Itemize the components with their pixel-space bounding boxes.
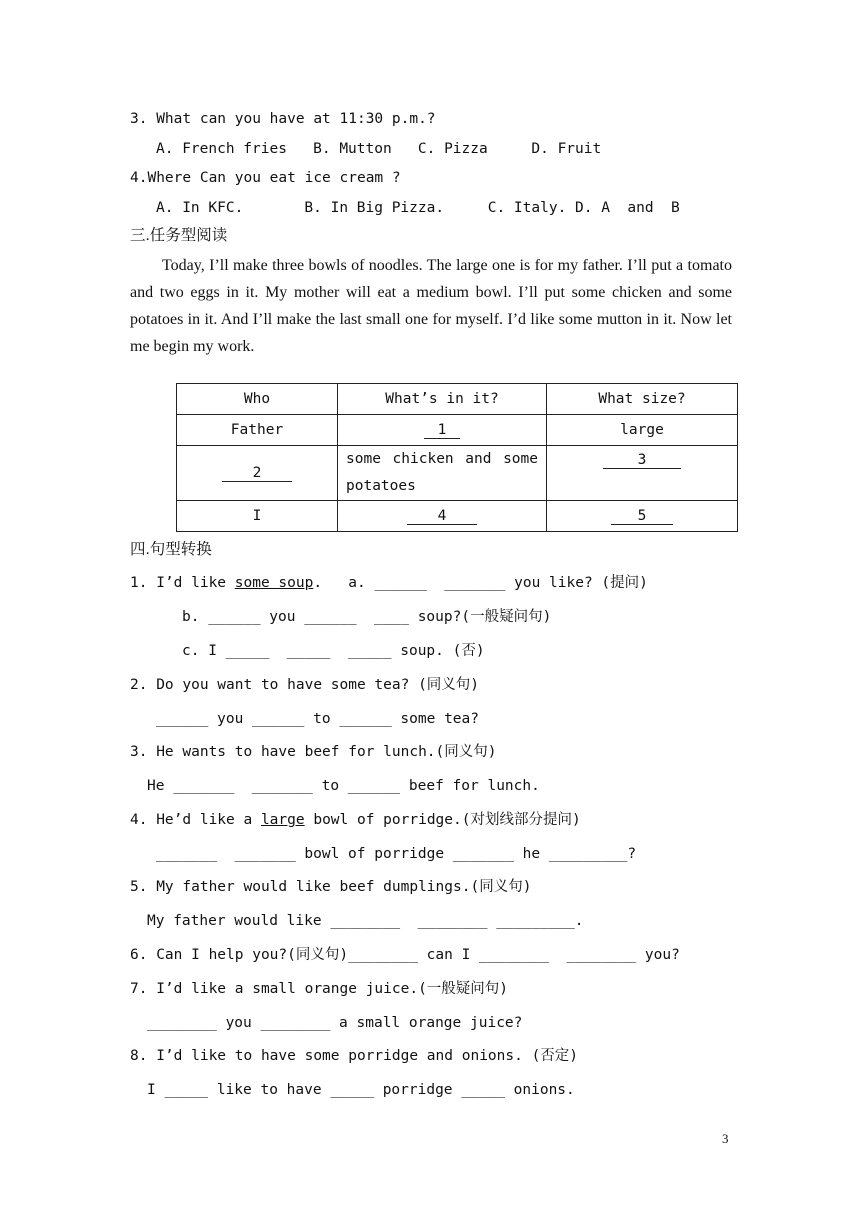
transform-4-pre: 4. He’d like a [130, 812, 261, 828]
blank-3: 3 [603, 452, 681, 469]
transform-1-post: . a. ______ _______ you like? (提问) [313, 575, 648, 591]
transform-1c: c. I _____ _____ _____ soup. (否) [182, 643, 485, 659]
transform-1-pre: 1. I’d like [130, 575, 235, 591]
section-3-heading: 三.任务型阅读 [130, 227, 228, 244]
transform-1b: b. ______ you ______ ____ soup?(一般疑问句) [182, 609, 552, 625]
transform-2: 2. Do you want to have some tea? (同义句) [130, 677, 480, 693]
table-cell: I [177, 501, 338, 532]
table-cell-blank [177, 446, 338, 501]
page-number: 3 [722, 1131, 729, 1146]
table-cell-blank [338, 501, 547, 532]
table-header-row [177, 384, 738, 415]
table-cell-blank [547, 446, 738, 501]
question-4: 4.Where Can you eat ice cream ? [130, 170, 401, 186]
table-cell: some chicken and some potatoes [338, 446, 547, 501]
transform-3: 3. He wants to have beef for lunch.(同义句) [130, 744, 497, 760]
transform-1 [130, 574, 648, 592]
table-row [177, 415, 738, 446]
transform-4-answer: _______ _______ bowl of porridge _______ he _________? [156, 846, 637, 862]
underlined-phrase: some soup [234, 575, 314, 591]
table-header-cell: Who [177, 384, 338, 415]
transform-5-answer: My father would like ________ ________ _________. [147, 913, 584, 929]
transform-8-answer: I _____ like to have _____ porridge _____ onions. [147, 1082, 575, 1098]
blank-1: 1 [424, 422, 460, 439]
task-table [176, 383, 738, 532]
table-cell: Father [177, 415, 338, 446]
transform-8: 8. I’d like to have some porridge and onions. (否定) [130, 1048, 579, 1064]
transform-2-answer: ______ you ______ to ______ some tea? [156, 711, 480, 727]
transform-4-post: bowl of porridge.(对划线部分提问) [304, 812, 581, 828]
blank-5: 5 [611, 508, 673, 525]
underlined-word: large [260, 812, 305, 828]
question-3: 3. What can you have at 11:30 p.m.? [130, 111, 436, 127]
table-cell-blank [547, 501, 738, 532]
transform-5: 5. My father would like beef dumplings.(同义句) [130, 879, 532, 895]
reading-passage: Today, I’ll make three bowls of noodles. The large one is for my father. I’ll put a tomato and two eggs in it. My mother will eat a medium bowl. I’ll put some chicken and some potatoes in it. And I’ll make the last small one for myself. I’d like some mutton in it. Now let me begin my work. [130, 257, 732, 355]
blank-2: 2 [222, 465, 292, 482]
table-header-cell: What’s in it? [338, 384, 547, 415]
question-4-options: A. In KFC. B. In Big Pizza. C. Italy. D. A and B [156, 200, 680, 216]
blank-4: 4 [407, 508, 477, 525]
transform-7-answer: ________ you ________ a small orange juice? [147, 1015, 523, 1031]
table-row [177, 446, 738, 501]
transform-3-answer: He _______ _______ to ______ beef for lunch. [147, 778, 540, 794]
transform-7: 7. I’d like a small orange juice.(一般疑问句) [130, 981, 509, 997]
transform-4 [130, 811, 581, 829]
transform-6: 6. Can I help you?(同义句)________ can I ________ ________ you? [130, 947, 680, 963]
table-cell: large [547, 415, 738, 446]
question-3-options: A. French fries B. Mutton C. Pizza D. Fruit [156, 141, 602, 157]
section-4-heading: 四.句型转换 [130, 541, 212, 558]
table-cell-blank [338, 415, 547, 446]
table-header-cell: What size? [547, 384, 738, 415]
table-row [177, 501, 738, 532]
